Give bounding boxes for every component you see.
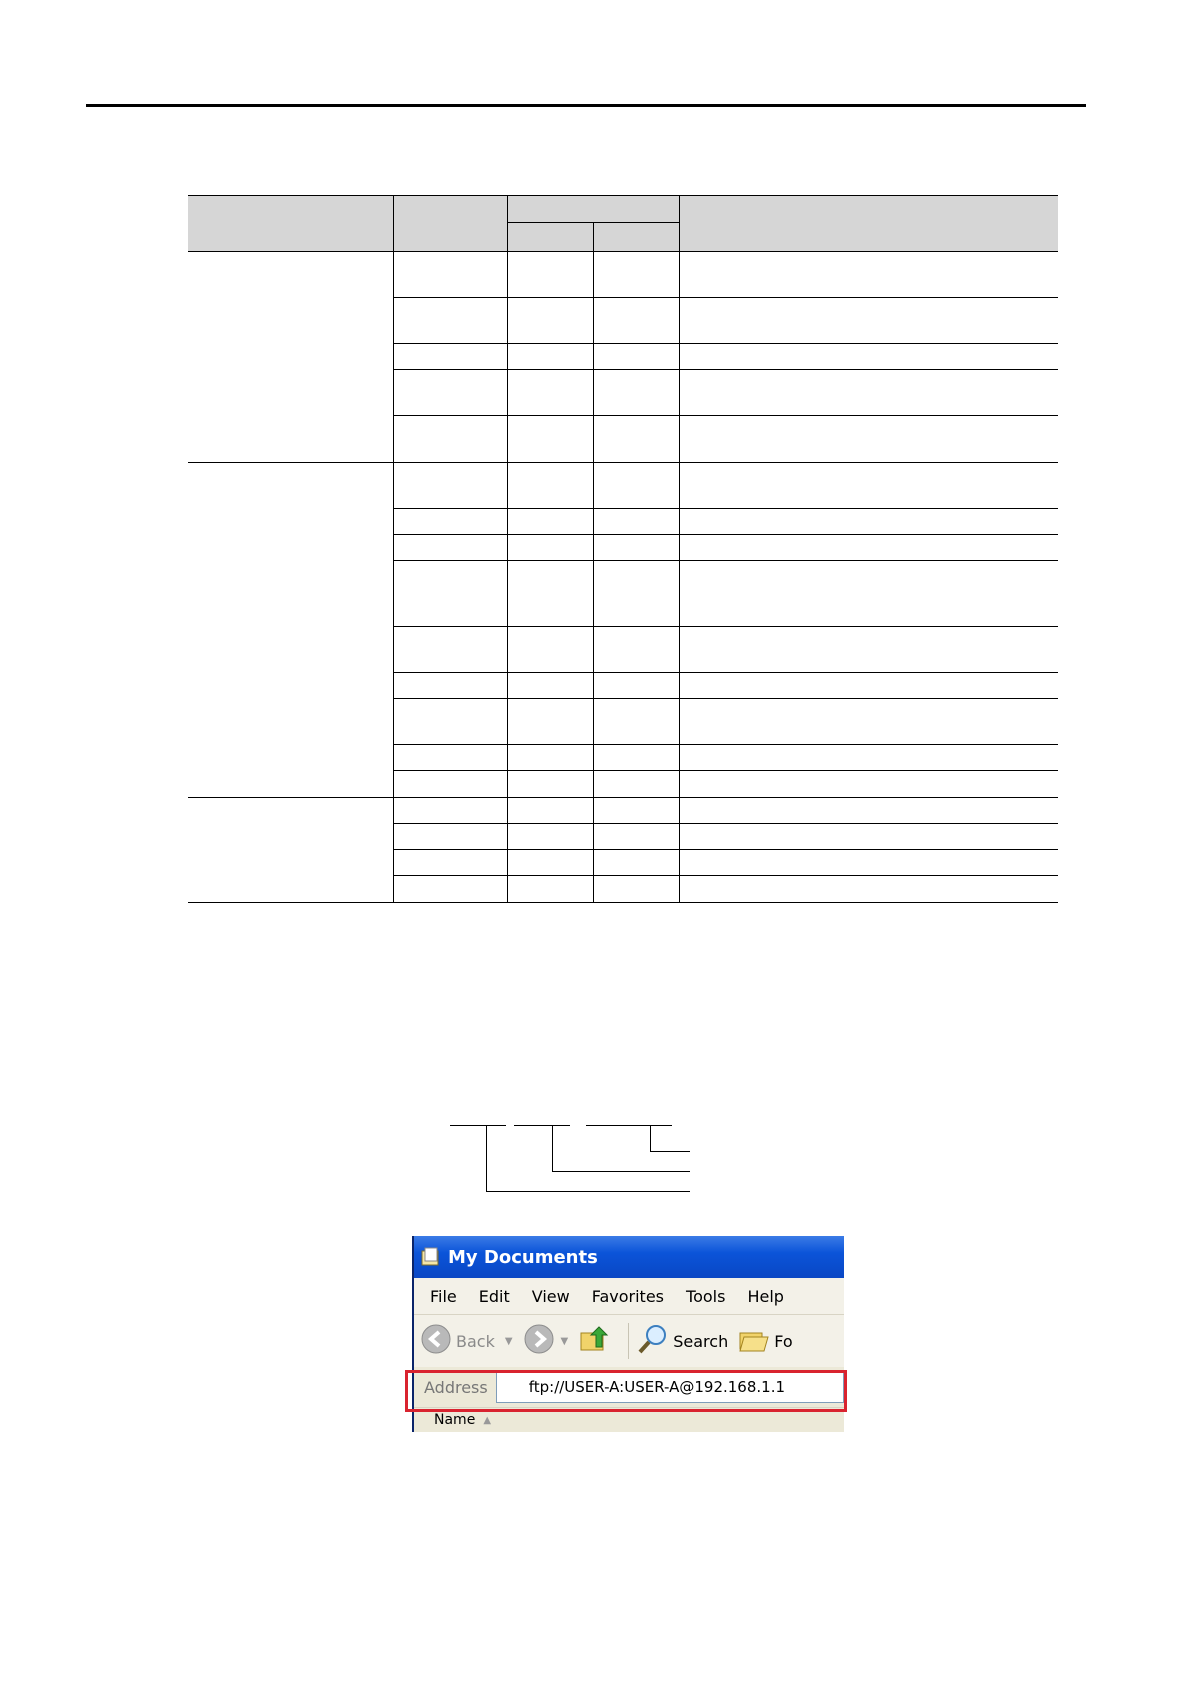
table-row	[394, 535, 1058, 561]
back-button[interactable]	[420, 1323, 513, 1359]
window-title: My Documents	[448, 1246, 598, 1268]
dropdown-arrow-icon[interactable]: ▼	[504, 1335, 513, 1347]
table-row	[394, 850, 1058, 876]
table-cell	[680, 798, 1058, 823]
search-label: Search	[673, 1331, 729, 1351]
table-cell	[394, 344, 508, 369]
table-cell	[594, 876, 680, 902]
menu-tools[interactable]: Tools	[686, 1286, 726, 1306]
table-cell	[680, 344, 1058, 369]
table-cell	[594, 850, 680, 875]
menu-view[interactable]: View	[531, 1286, 570, 1306]
table-cell	[594, 509, 680, 534]
menu-help[interactable]: Help	[747, 1286, 784, 1306]
table-cell	[594, 798, 680, 823]
table-row	[394, 416, 1058, 462]
table-cell	[508, 824, 594, 849]
table-row	[394, 298, 1058, 344]
table-cell	[508, 344, 594, 369]
folder-icon	[420, 1246, 442, 1268]
table-cell	[394, 876, 508, 902]
search-button[interactable]	[637, 1323, 728, 1359]
table-cell	[680, 627, 1058, 672]
table-cell	[680, 673, 1058, 698]
folders-icon	[738, 1323, 770, 1359]
table-cell	[394, 509, 508, 534]
table-row	[394, 876, 1058, 902]
segment-underline	[586, 1125, 672, 1126]
table-row	[394, 252, 1058, 298]
table-cell	[594, 298, 680, 343]
table-header	[188, 195, 1058, 252]
table-cell	[394, 561, 508, 626]
table-cell	[594, 535, 680, 560]
table-cell	[508, 463, 594, 508]
table-cell	[508, 771, 594, 797]
table-cell	[508, 509, 594, 534]
table-row	[394, 771, 1058, 797]
table-row	[394, 745, 1058, 771]
folders-label: Fo	[774, 1331, 793, 1351]
table-cell	[394, 824, 508, 849]
title-bar	[414, 1236, 844, 1278]
table-row-group	[188, 252, 1058, 463]
table-cell	[508, 561, 594, 626]
table-row	[394, 627, 1058, 673]
table-cell	[508, 699, 594, 744]
forward-arrow-icon	[523, 1323, 555, 1359]
table-cell	[680, 561, 1058, 626]
spec-table	[188, 195, 1058, 903]
back-arrow-icon	[420, 1323, 452, 1359]
menu-edit[interactable]: Edit	[478, 1286, 510, 1306]
table-cell	[394, 850, 508, 875]
table-cell	[394, 745, 508, 770]
table-cell	[680, 463, 1058, 508]
explorer-window	[412, 1236, 844, 1432]
table-cell	[508, 298, 594, 343]
table-cell	[394, 798, 508, 823]
table-row-group	[188, 463, 1058, 798]
table-cell	[508, 252, 594, 297]
table-cell	[594, 370, 680, 415]
table-cell	[508, 370, 594, 415]
table-cell	[594, 344, 680, 369]
table-cell	[394, 252, 508, 297]
table-cell	[394, 416, 508, 462]
table-cell	[394, 463, 508, 508]
column-header-name[interactable]	[414, 1407, 844, 1432]
table-cell	[508, 876, 594, 902]
sort-arrow-icon: ▲	[483, 1414, 492, 1426]
table-cell	[508, 627, 594, 672]
segment-underline	[450, 1125, 506, 1126]
menu-favorites[interactable]: Favorites	[591, 1286, 665, 1306]
segment-underline	[514, 1125, 570, 1126]
table-row	[394, 463, 1058, 509]
leader-line	[650, 1151, 690, 1152]
up-folder-icon	[578, 1323, 610, 1359]
table-cell	[594, 627, 680, 672]
leader-line	[552, 1171, 690, 1172]
header-cell	[680, 196, 1058, 251]
table-cell	[394, 535, 508, 560]
table-cell	[680, 745, 1058, 770]
leader-line	[486, 1191, 690, 1192]
table-cell	[680, 876, 1058, 902]
table-cell	[594, 463, 680, 508]
table-cell	[508, 535, 594, 560]
menu-file[interactable]: File	[430, 1286, 457, 1306]
table-row	[394, 798, 1058, 824]
address-input[interactable]	[496, 1371, 844, 1403]
table-cell	[594, 699, 680, 744]
table-cell	[680, 298, 1058, 343]
table-cell	[394, 699, 508, 744]
table-cell	[508, 850, 594, 875]
address-label: Address	[424, 1377, 488, 1397]
table-cell	[394, 673, 508, 698]
back-label: Back	[456, 1331, 495, 1351]
toolbar-separator	[628, 1323, 629, 1359]
table-cell	[680, 850, 1058, 875]
table-row-group	[188, 798, 1058, 903]
table-cell	[594, 771, 680, 797]
table-cell	[594, 673, 680, 698]
address-value: ftp://USER-A:USER-A@192.168.1.1	[528, 1378, 786, 1396]
up-folder-button[interactable]	[578, 1323, 610, 1359]
table-cell	[508, 745, 594, 770]
header-subcell	[508, 223, 594, 251]
table-body	[188, 252, 1058, 903]
header-group-bottom	[508, 223, 679, 251]
group-label-cell	[188, 798, 394, 902]
url-breakdown-diagram	[450, 1125, 700, 1205]
table-cell	[680, 699, 1058, 744]
page-top-rule	[86, 104, 1086, 107]
table-cell	[680, 509, 1058, 534]
table-cell	[394, 627, 508, 672]
table-cell	[394, 298, 508, 343]
search-icon	[637, 1323, 669, 1359]
table-cell	[508, 798, 594, 823]
column-name-label: Name	[434, 1412, 476, 1428]
table-cell	[394, 771, 508, 797]
table-row	[394, 370, 1058, 416]
forward-button[interactable]	[523, 1323, 569, 1359]
menu-bar	[414, 1278, 844, 1314]
header-group	[508, 196, 680, 251]
table-cell	[594, 561, 680, 626]
table-cell	[680, 416, 1058, 462]
header-cell	[188, 196, 394, 251]
address-bar	[414, 1367, 844, 1407]
table-row	[394, 561, 1058, 627]
leader-line	[650, 1125, 651, 1151]
table-cell	[594, 252, 680, 297]
table-cell	[680, 535, 1058, 560]
leader-line	[486, 1125, 487, 1191]
group-label-cell	[188, 463, 394, 797]
header-cell	[394, 196, 508, 251]
dropdown-arrow-icon[interactable]: ▼	[560, 1335, 569, 1347]
table-cell	[394, 370, 508, 415]
table-cell	[508, 673, 594, 698]
table-cell	[594, 745, 680, 770]
table-cell	[680, 252, 1058, 297]
table-cell	[680, 824, 1058, 849]
table-row	[394, 509, 1058, 535]
table-cell	[680, 370, 1058, 415]
header-group-top	[508, 196, 679, 223]
table-cell	[594, 416, 680, 462]
table-cell	[594, 824, 680, 849]
table-row	[394, 699, 1058, 745]
table-row	[394, 344, 1058, 370]
folders-button[interactable]	[738, 1323, 792, 1359]
toolbar	[414, 1314, 844, 1367]
table-row	[394, 673, 1058, 699]
group-label-cell	[188, 252, 394, 462]
table-row	[394, 824, 1058, 850]
header-subcell	[594, 223, 680, 251]
table-cell	[680, 771, 1058, 797]
table-cell	[508, 416, 594, 462]
leader-line	[552, 1125, 553, 1171]
